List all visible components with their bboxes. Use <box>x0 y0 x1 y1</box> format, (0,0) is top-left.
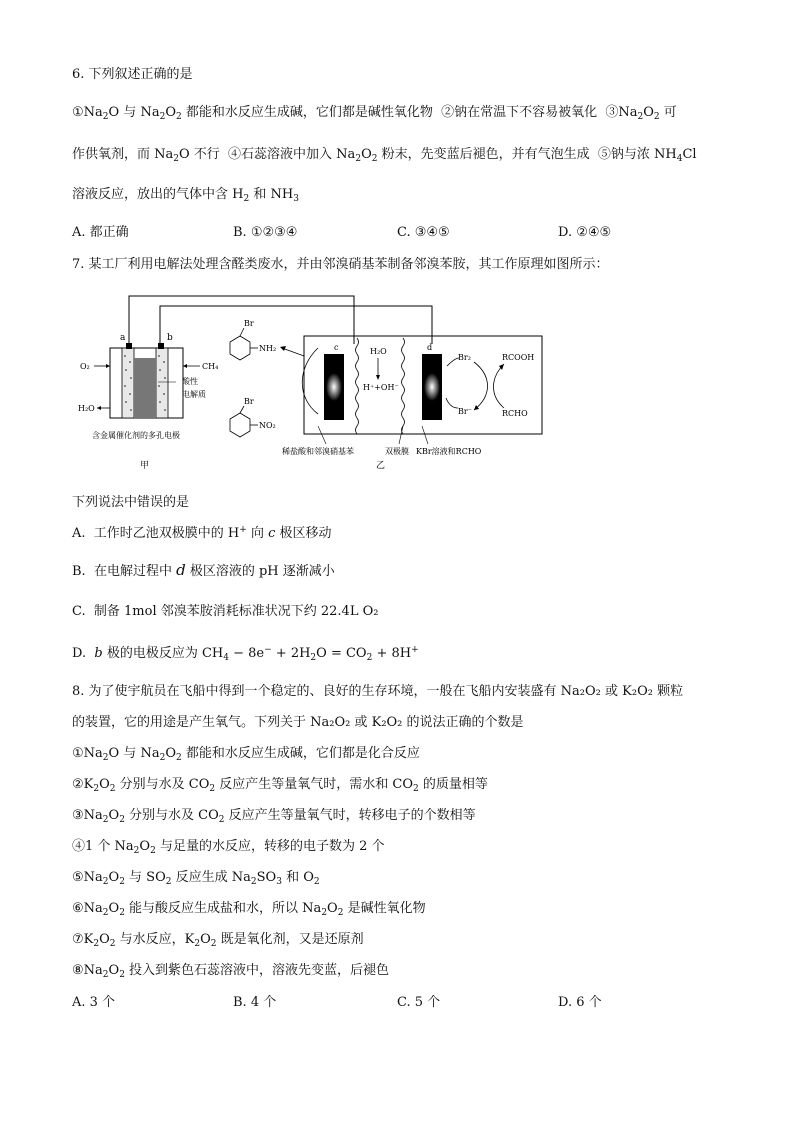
q7-option-c: C. 制备 1mol 邻溴苯胺消耗标准状况下约 22.4L O₂ <box>72 604 379 619</box>
q8-statement-6: $⑥Na_2O_2$ 能与酸反应生成盐和水，所以 $Na_2O_2$ 是碱性氧化物 <box>72 901 426 918</box>
q7-option-b: B. 在电解过程中 d 极区溶液的 pH 逐渐减小 <box>72 561 335 579</box>
q8-statement-3: $③Na_2O_2$ 分别与水及 $CO_2$ 反应产生等量氧气时，转移电子的个数相等 <box>72 808 476 825</box>
q8-stem-line1: 8. 为了使宇航员在飞船中得到一个稳定的、良好的生存环境，一般在飞船内安装盛有 Na₂O₂ 或 K₂O₂ 颗粒 <box>72 684 684 699</box>
label-nh2: NH₂ <box>259 344 277 353</box>
q6-line2: 作供氧剂，而 $Na_2O$ 不行 ④石蕊溶液中加入 $Na_2O_2$ 粉末，先变蓝后褪色，并有气泡生成 ⑤钠与浓 $NH_4Cl$ <box>72 147 697 164</box>
porous-electrode-b <box>156 348 168 418</box>
q8-option-c: C. 5 个 <box>397 995 441 1010</box>
q8-statement-2: $②K_2O_2$ 分别与水及 $CO_2$ 反应产生等量氧气时，需水和 $CO_2$ 的质量相等 <box>72 777 488 794</box>
label-b: b <box>167 333 173 343</box>
q8-option-a: A. 3 个 <box>72 995 116 1010</box>
label-electrolyte: 电解质 <box>182 390 206 399</box>
caption-left: 稀盐酸和邻溴硝基苯 <box>282 447 354 456</box>
label-a: a <box>120 333 126 343</box>
q7-option-d: D. b 极的电极反应为 $CH_4 - 8e^- + 2H_2O = CO_2 + 8H^+$ <box>72 645 419 663</box>
q8-statement-5: $⑤Na_2O_2$ 与 $SO_2$ 反应生成 $Na_2SO_3$ 和 $O_2$ <box>72 870 320 887</box>
electrode-caption: 含金属催化剂的多孔电极 <box>92 431 180 440</box>
label-br-minus: Br⁻ <box>458 407 472 416</box>
label-br-bottom: Br <box>244 397 254 406</box>
label-o2: O₂ <box>80 362 90 371</box>
acid-electrolyte <box>134 358 156 418</box>
q6-option-b: B. ①②③④ <box>233 225 298 240</box>
label-no2: NO₂ <box>259 421 276 430</box>
label-rcooh: RCOOH <box>502 353 535 362</box>
label-ch4: CH₄ <box>202 362 219 371</box>
q6-line1: $①Na_2O$ 与 $Na_2O_2$ 都能和水反应生成碱，它们都是碱性氧化物 ②钠在常温下不容易被氧化 $③Na_2O_2$ 可 <box>72 105 677 122</box>
label-h2o: H₂O <box>78 404 95 413</box>
porous-electrode-a <box>122 348 134 418</box>
q6-option-c: C. ③④⑤ <box>397 225 450 240</box>
q8-option-b: B. 4 个 <box>233 995 277 1010</box>
q6-option-d: D. ②④⑤ <box>558 225 612 240</box>
q8-statement-8: $⑧Na_2O_2$ 投入到紫色石蕊溶液中，溶液先变蓝，后褪色 <box>72 963 390 980</box>
membrane-right <box>402 338 405 434</box>
label-acid: 酸性 <box>182 377 198 386</box>
label-h-oh: H⁺+OH⁻ <box>363 383 399 392</box>
label-h2o-center: H₂O <box>370 347 387 356</box>
bromoaniline-structure <box>230 328 258 360</box>
q7-option-a: A. 工作时乙池双极膜中的 H+ 向 c 极区移动 <box>72 525 332 541</box>
q7-stem: 7. 某工厂利用电解法处理含醛类废水，并由邻溴硝基苯制备邻溴苯胺，其工作原理如图所示： <box>72 257 609 272</box>
label-d: d <box>427 343 433 352</box>
wire-b-d <box>160 306 432 344</box>
q8-option-d: D. 6 个 <box>558 995 602 1010</box>
label-br2: Br₂ <box>458 353 471 362</box>
caption-jia: 甲 <box>140 461 150 471</box>
label-br-top: Br <box>244 319 254 328</box>
q8-statement-1: $①Na_2O$ 与 $Na_2O_2$ 都能和水反应生成碱，它们都是化合反应 <box>72 746 420 763</box>
q6-option-a: A. 都正确 <box>72 225 129 240</box>
electrolysis-diagram <box>72 286 552 471</box>
caption-right: KBr溶液和RCHO <box>416 447 482 456</box>
q8-stem-line2: 的装置，它的用途是产生氧气。下列关于 Na₂O₂ 或 K₂O₂ 的说法正确的个数是 <box>72 715 524 730</box>
caption-membrane: 双极膜 <box>385 447 409 456</box>
caption-yi: 乙 <box>376 461 386 471</box>
q8-statement-7: $⑦K_2O_2$ 与水反应，$K_2O_2$ 既是氧化剂，又是还原剂 <box>72 932 364 949</box>
label-rcho: RCHO <box>502 409 528 418</box>
label-c: c <box>334 343 339 352</box>
q6-line3: 溶液反应，放出的气体中含 $H_2$ 和 $NH_3$ <box>72 187 299 204</box>
q8-statement-4: ④1 个 $Na_2O_2$ 与足量的水反应，转移的电子数为 2 个 <box>72 839 385 856</box>
q7-question: 下列说法中错误的是 <box>72 495 190 510</box>
q6-stem: 6. 下列叙述正确的是 <box>72 67 193 82</box>
bromonitrobenzene-structure <box>230 406 258 437</box>
membrane-left <box>356 338 359 434</box>
